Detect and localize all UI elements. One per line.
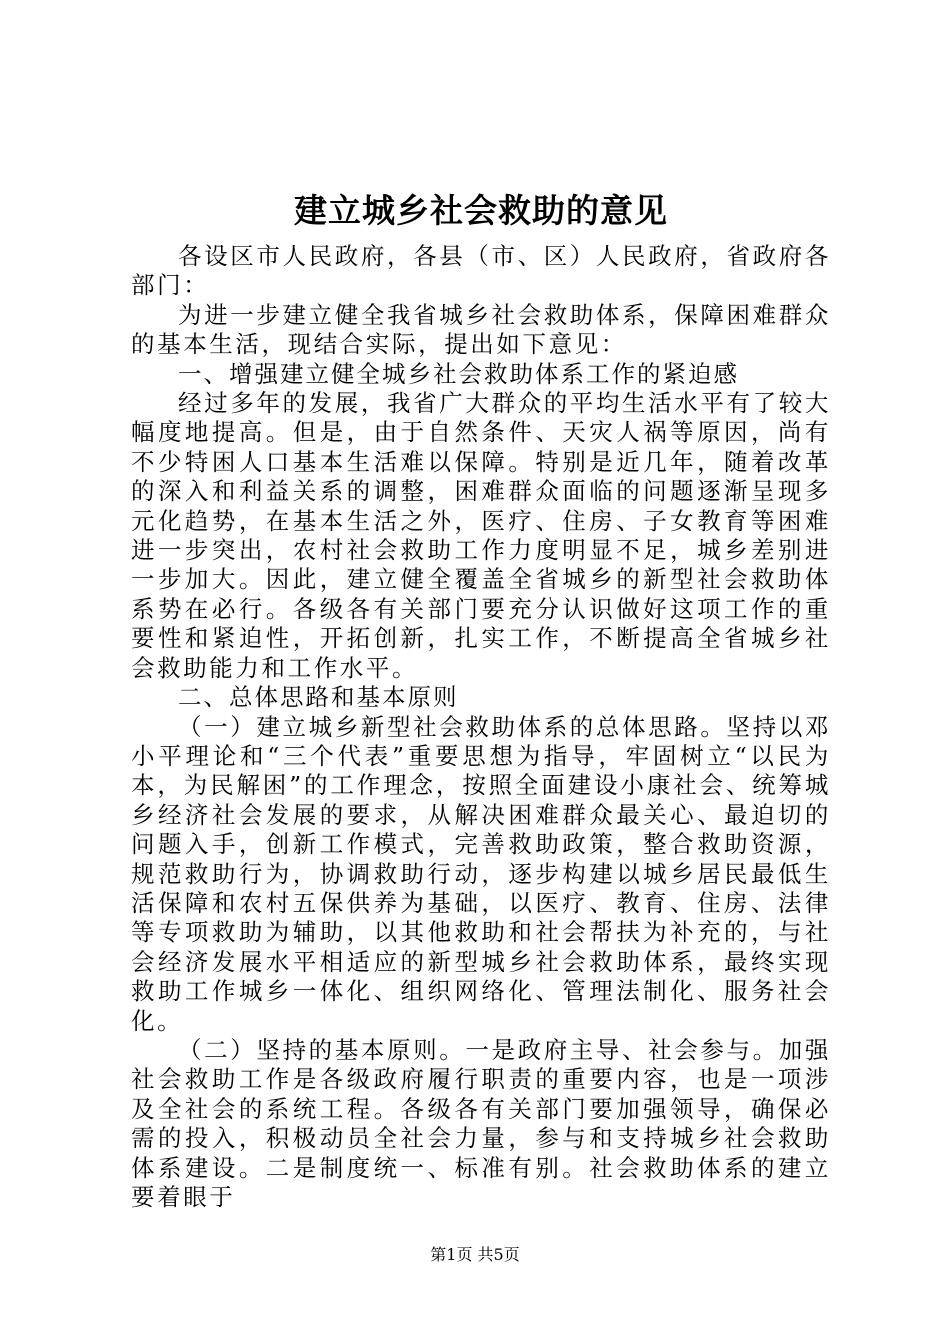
- intro-paragraph: 为进一步建立健全我省城乡社会救助体系，保障困难群众的基本生活，现结合实际，提出如下意见：: [131, 300, 831, 359]
- document-page: [131, 180, 831, 1212]
- section-heading-2: 二、总体思路和基本原则: [178, 683, 459, 712]
- subsection-1-paragraph: （一）建立城乡新型社会救助体系的总体思路。坚持以邓小平理论和“三个代表”重要思想为指导，牢固树立“以民为本，为民解困”的工作理念，按照全面建设小康社会、统筹城乡经济社会发展的要求，从解决困难群众最关心、最迫切的问题入手，创新工作模式，完善救助政策，整合救助资源，规范救助行为，协调救助行动，逐步构建以城乡居民最低生活保障和农村五保供养为基础，以医疗、教育、住房、法律等专项救助为辅助，以其他救助和社会帮扶为补充的，与社会经济发展水平相适应的新型城乡社会救助体系，最终实现救助工作城乡一体化、组织网络化、管理法制化、服务社会化。: [131, 712, 831, 1035]
- document-title: 建立城乡社会救助的意见: [294, 191, 668, 230]
- salutation-paragraph: 各设区市人民政府，各县（市、区）人民政府，省政府各部门：: [131, 242, 831, 300]
- page-footer: 第1页 共5页: [430, 1245, 520, 1264]
- section-heading-1: 一、增强建立健全城乡社会救助体系工作的紧迫感: [178, 359, 739, 388]
- section-1-paragraph: 经过多年的发展，我省广大群众的平均生活水平有了较大幅度地提高。但是，由于自然条件、天灾人祸等原因，尚有不少特困人口基本生活难以保障。特别是近几年，随着改革的深入和利益关系的调整，困难群众面临的问题逐渐呈现多元化趋势，在基本生活之外，医疗、住房、子女教育等困难进一步突出，农村社会救助工作力度明显不足，城乡差别进一步加大。因此，建立健全覆盖全省城乡的新型社会救助体系势在必行。各级各有关部门要充分认识做好这项工作的重要性和紧迫性，开拓创新，扎实工作，不断提高全省城乡社会救助能力和工作水平。: [131, 389, 831, 682]
- subsection-2-paragraph: （二）坚持的基本原则。一是政府主导、社会参与。加强社会救助工作是各级政府履行职责的重要内容，也是一项涉及全社会的系统工程。各级各有关部门要加强领导，确保必需的投入，积极动员全社会力量，参与和支持城乡社会救助体系建设。二是制度统一、标准有别。社会救助体系的建立要着眼于: [131, 1035, 831, 1211]
